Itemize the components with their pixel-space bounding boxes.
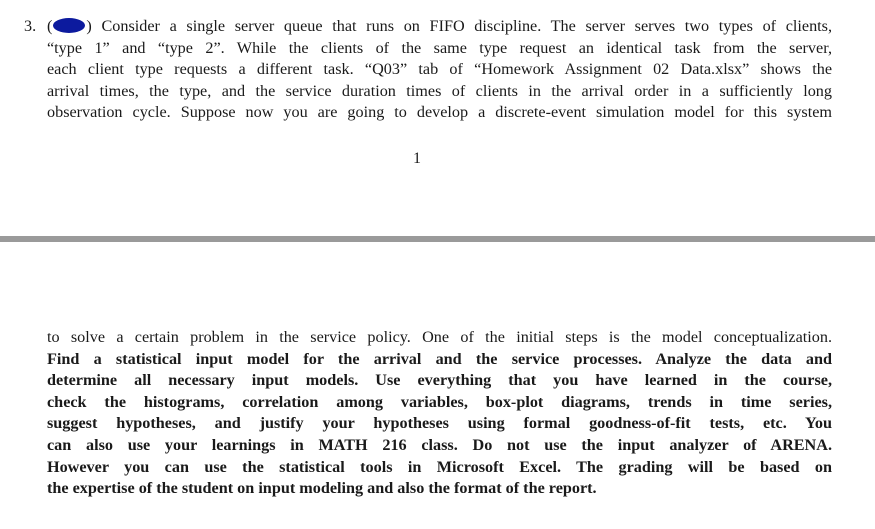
problem-line-1-text: Consider a single server queue that runs on FIFO discipline. The server serves two types of clients, <box>101 17 833 35</box>
points-close-paren: ) <box>86 17 92 35</box>
problem-line-4: arrival times, the type, and the service duration times of clients in the arrival order in a sufficiently long <box>47 81 832 100</box>
bold-line-7: the expertise of the student on input modeling and also the format of the report. <box>47 479 597 498</box>
bold-line-2: determine all necessary input models. Use everything that you have learned in the course, <box>47 371 832 390</box>
bold-line-5: can also use your learnings in MATH 216 class. Do not use the input analyzer of ARENA. <box>47 435 832 454</box>
problem-line-1 <box>47 16 832 38</box>
bold-line-4: suggest hypotheses, and justify your hypotheses using formal goodness-of-fit tests, etc. You <box>47 414 832 433</box>
continuation-line-1: to solve a certain problem in the service policy. One of the initial steps is the model conceptualization. <box>47 328 832 346</box>
document-page-2 <box>0 242 875 529</box>
bold-line-1: Find a statistical input model for the arrival and the service processes. Analyze the data and <box>47 349 832 368</box>
bold-line-6: However you can use the statistical tools in Microsoft Excel. The grading will be based on <box>47 457 832 476</box>
problem-number: 3. <box>24 17 37 35</box>
problem-continuation <box>47 327 832 500</box>
document-page-1 <box>0 0 875 236</box>
points-open-paren: ( <box>47 17 53 35</box>
problem-3 <box>24 16 832 124</box>
problem-line-2: “type 1” and “type 2”. While the clients of the same type request an identical task from the server, <box>47 38 832 57</box>
page-number: 1 <box>413 150 421 167</box>
problem-line-5: observation cycle. Suppose now you are going to develop a discrete-event simulation model for this system <box>47 103 832 122</box>
problem-line-3: each client type requests a different task. “Q03” tab of “Homework Assignment 02 Data.xlsx” shows the <box>47 60 832 79</box>
problem-text <box>47 16 832 124</box>
redaction-mark <box>53 18 85 33</box>
bold-line-3: check the histograms, correlation among variables, box-plot diagrams, trends in time series, <box>47 392 832 411</box>
